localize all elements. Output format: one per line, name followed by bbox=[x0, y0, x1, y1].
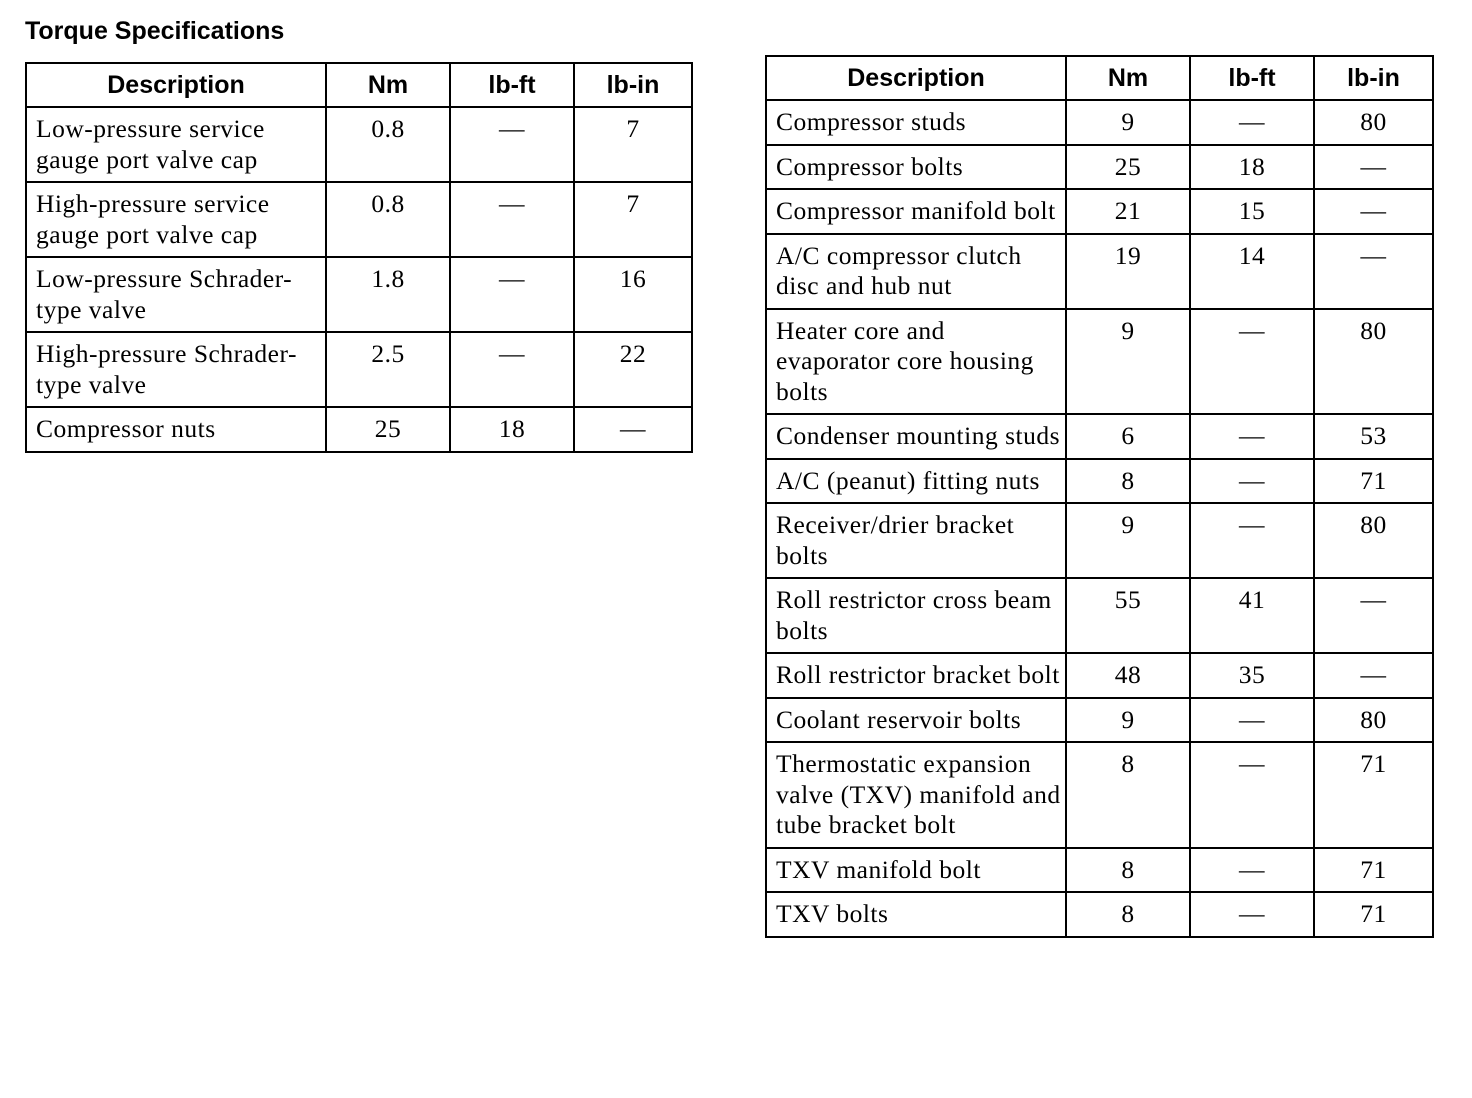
nm-cell: 9 bbox=[1066, 100, 1190, 145]
table-row bbox=[766, 100, 1433, 145]
description-cell: High-pressure Schrader-type valve bbox=[26, 332, 326, 407]
lb-in-cell: 71 bbox=[1314, 848, 1433, 893]
table-row bbox=[766, 892, 1433, 937]
description-cell: TXV bolts bbox=[766, 892, 1066, 937]
nm-cell: 1.8 bbox=[326, 257, 450, 332]
lb-ft-cell: 15 bbox=[1190, 189, 1314, 234]
lb-in-cell: — bbox=[1314, 234, 1433, 309]
description-cell: High-pressure service gauge port valve cap bbox=[26, 182, 326, 257]
description-cell: Compressor studs bbox=[766, 100, 1066, 145]
lb-ft-cell: 18 bbox=[1190, 145, 1314, 190]
description-cell: Low-pressure service gauge port valve cap bbox=[26, 107, 326, 182]
nm-cell: 55 bbox=[1066, 578, 1190, 653]
lb-in-cell: — bbox=[1314, 145, 1433, 190]
lb-in-cell: 71 bbox=[1314, 892, 1433, 937]
lb-in-cell: 53 bbox=[1314, 414, 1433, 459]
table-row bbox=[766, 503, 1433, 578]
table-row bbox=[26, 407, 692, 452]
header-nm: Nm bbox=[326, 63, 450, 107]
nm-cell: 8 bbox=[1066, 848, 1190, 893]
header-lb-in: lb-in bbox=[574, 63, 692, 107]
lb-in-cell: 16 bbox=[574, 257, 692, 332]
lb-ft-cell: — bbox=[1190, 414, 1314, 459]
nm-cell: 8 bbox=[1066, 742, 1190, 848]
lb-ft-cell: 35 bbox=[1190, 653, 1314, 698]
lb-ft-cell: 18 bbox=[450, 407, 574, 452]
lb-ft-cell: — bbox=[1190, 892, 1314, 937]
nm-cell: 8 bbox=[1066, 459, 1190, 504]
header-nm: Nm bbox=[1066, 56, 1190, 100]
table-row bbox=[766, 145, 1433, 190]
description-cell: Low-pressure Schrader-type valve bbox=[26, 257, 326, 332]
nm-cell: 48 bbox=[1066, 653, 1190, 698]
table-row bbox=[26, 332, 692, 407]
nm-cell: 19 bbox=[1066, 234, 1190, 309]
description-cell: Receiver/drier bracket bolts bbox=[766, 503, 1066, 578]
header-description: Description bbox=[26, 63, 326, 107]
lb-ft-cell: — bbox=[450, 332, 574, 407]
table-row bbox=[26, 257, 692, 332]
table-row bbox=[766, 848, 1433, 893]
lb-ft-cell: — bbox=[1190, 698, 1314, 743]
lb-in-cell: — bbox=[1314, 189, 1433, 234]
nm-cell: 9 bbox=[1066, 698, 1190, 743]
description-cell: Compressor nuts bbox=[26, 407, 326, 452]
lb-in-cell: 80 bbox=[1314, 309, 1433, 415]
description-cell: Roll restrictor bracket bolt bbox=[766, 653, 1066, 698]
description-cell: Heater core and evaporator core housing bolts bbox=[766, 309, 1066, 415]
lb-in-cell: — bbox=[1314, 653, 1433, 698]
lb-ft-cell: 41 bbox=[1190, 578, 1314, 653]
description-cell: A/C (peanut) fitting nuts bbox=[766, 459, 1066, 504]
lb-ft-cell: — bbox=[450, 182, 574, 257]
lb-in-cell: — bbox=[1314, 578, 1433, 653]
table-row bbox=[766, 459, 1433, 504]
lb-in-cell: 71 bbox=[1314, 459, 1433, 504]
lb-ft-cell: — bbox=[450, 107, 574, 182]
lb-ft-cell: — bbox=[1190, 100, 1314, 145]
lb-ft-cell: 14 bbox=[1190, 234, 1314, 309]
header-lb-ft: lb-ft bbox=[1190, 56, 1314, 100]
table-row bbox=[766, 234, 1433, 309]
table-row bbox=[766, 414, 1433, 459]
nm-cell: 6 bbox=[1066, 414, 1190, 459]
nm-cell: 0.8 bbox=[326, 107, 450, 182]
table-header-row bbox=[766, 56, 1433, 100]
nm-cell: 0.8 bbox=[326, 182, 450, 257]
nm-cell: 8 bbox=[1066, 892, 1190, 937]
nm-cell: 25 bbox=[326, 407, 450, 452]
description-cell: Coolant reservoir bolts bbox=[766, 698, 1066, 743]
lb-in-cell: 71 bbox=[1314, 742, 1433, 848]
lb-ft-cell: — bbox=[1190, 503, 1314, 578]
nm-cell: 2.5 bbox=[326, 332, 450, 407]
description-cell: Compressor bolts bbox=[766, 145, 1066, 190]
table-row bbox=[766, 653, 1433, 698]
header-lb-in: lb-in bbox=[1314, 56, 1433, 100]
table-row bbox=[766, 698, 1433, 743]
table-row bbox=[766, 578, 1433, 653]
nm-cell: 9 bbox=[1066, 309, 1190, 415]
nm-cell: 9 bbox=[1066, 503, 1190, 578]
description-cell: Thermostatic expansion valve (TXV) manifold and tube bracket bolt bbox=[766, 742, 1066, 848]
lb-in-cell: 7 bbox=[574, 107, 692, 182]
lb-ft-cell: — bbox=[1190, 848, 1314, 893]
table-row bbox=[766, 742, 1433, 848]
table-row bbox=[26, 182, 692, 257]
table-row bbox=[766, 309, 1433, 415]
nm-cell: 25 bbox=[1066, 145, 1190, 190]
lb-in-cell: 80 bbox=[1314, 100, 1433, 145]
description-cell: TXV manifold bolt bbox=[766, 848, 1066, 893]
table-header-row bbox=[26, 63, 692, 107]
lb-in-cell: 7 bbox=[574, 182, 692, 257]
header-lb-ft: lb-ft bbox=[450, 63, 574, 107]
torque-table-left bbox=[25, 62, 693, 453]
table-row bbox=[26, 107, 692, 182]
lb-ft-cell: — bbox=[1190, 309, 1314, 415]
description-cell: A/C compressor clutch disc and hub nut bbox=[766, 234, 1066, 309]
lb-ft-cell: — bbox=[1190, 459, 1314, 504]
torque-table-right bbox=[765, 55, 1434, 938]
nm-cell: 21 bbox=[1066, 189, 1190, 234]
table-row bbox=[766, 189, 1433, 234]
lb-ft-cell: — bbox=[1190, 742, 1314, 848]
description-cell: Roll restrictor cross beam bolts bbox=[766, 578, 1066, 653]
lb-in-cell: 22 bbox=[574, 332, 692, 407]
lb-ft-cell: — bbox=[450, 257, 574, 332]
page-title: Torque Specifications bbox=[25, 17, 285, 45]
lb-in-cell: — bbox=[574, 407, 692, 452]
description-cell: Condenser mounting studs bbox=[766, 414, 1066, 459]
lb-in-cell: 80 bbox=[1314, 698, 1433, 743]
description-cell: Compressor manifold bolt bbox=[766, 189, 1066, 234]
lb-in-cell: 80 bbox=[1314, 503, 1433, 578]
header-description: Description bbox=[766, 56, 1066, 100]
